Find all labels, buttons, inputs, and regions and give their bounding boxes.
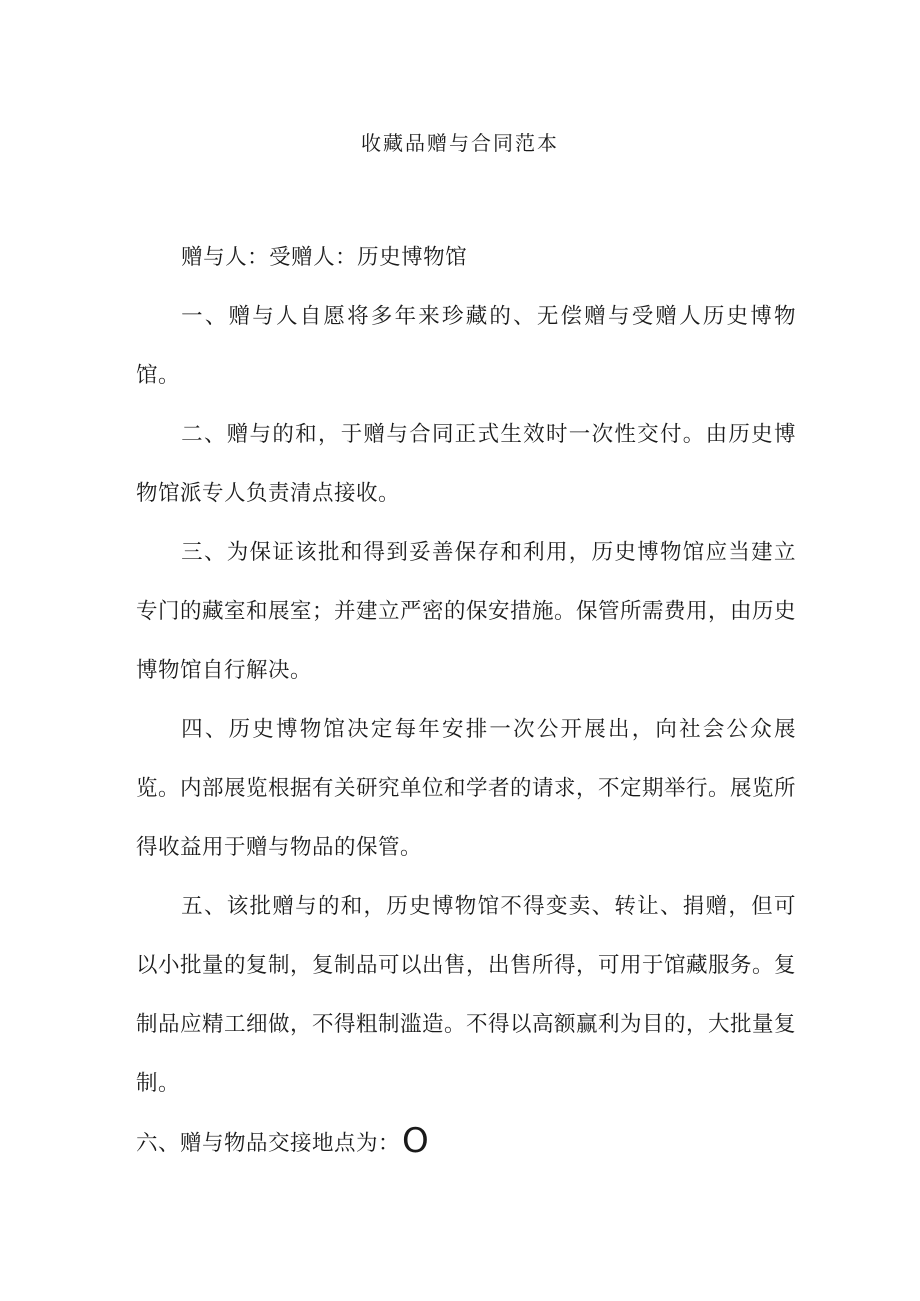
clause-1: 一、赠与人自愿将多年来珍藏的、无偿赠与受赠人历史博物馆。: [136, 304, 796, 388]
clause-6-value: O: [402, 1121, 430, 1161]
parties-line: 赠与人：受赠人：历史博物馆: [181, 245, 468, 270]
clause-4: 四、历史博物馆决定每年安排一次公开展出，向社会公众展览。内部展览根据有关研究单位和学者的请求，不定期举行。展览所得收益用于赠与物品的保管。: [136, 717, 797, 860]
clause-6-line: [136, 1112, 796, 1173]
clause-6: [136, 1112, 796, 1173]
clause-3: 三、为保证该批和得到妥善保存和利用，历史博物馆应当建立专门的藏室和展室；并建立严密的保安措施。保管所需费用，由历史博物馆自行解决。: [136, 540, 797, 683]
document-title: 收藏品赠与合同范本: [361, 131, 559, 155]
clause-2: 二、赠与的和，于赠与合同正式生效时一次性交付。由历史博物馆派专人负责清点接收。: [136, 422, 796, 506]
document-body: [136, 228, 796, 1113]
clause-5: 五、该批赠与的和，历史博物馆不得变卖、转让、捐赠，但可以小批量的复制，复制品可以出售，出售所得，可用于馆藏服务。复制品应精工细做，不得粗制滥造。不得以高额赢利为目的，大批量复制。: [136, 894, 797, 1096]
clause-6-label: 六、赠与物品交接地点为：: [136, 1131, 401, 1156]
